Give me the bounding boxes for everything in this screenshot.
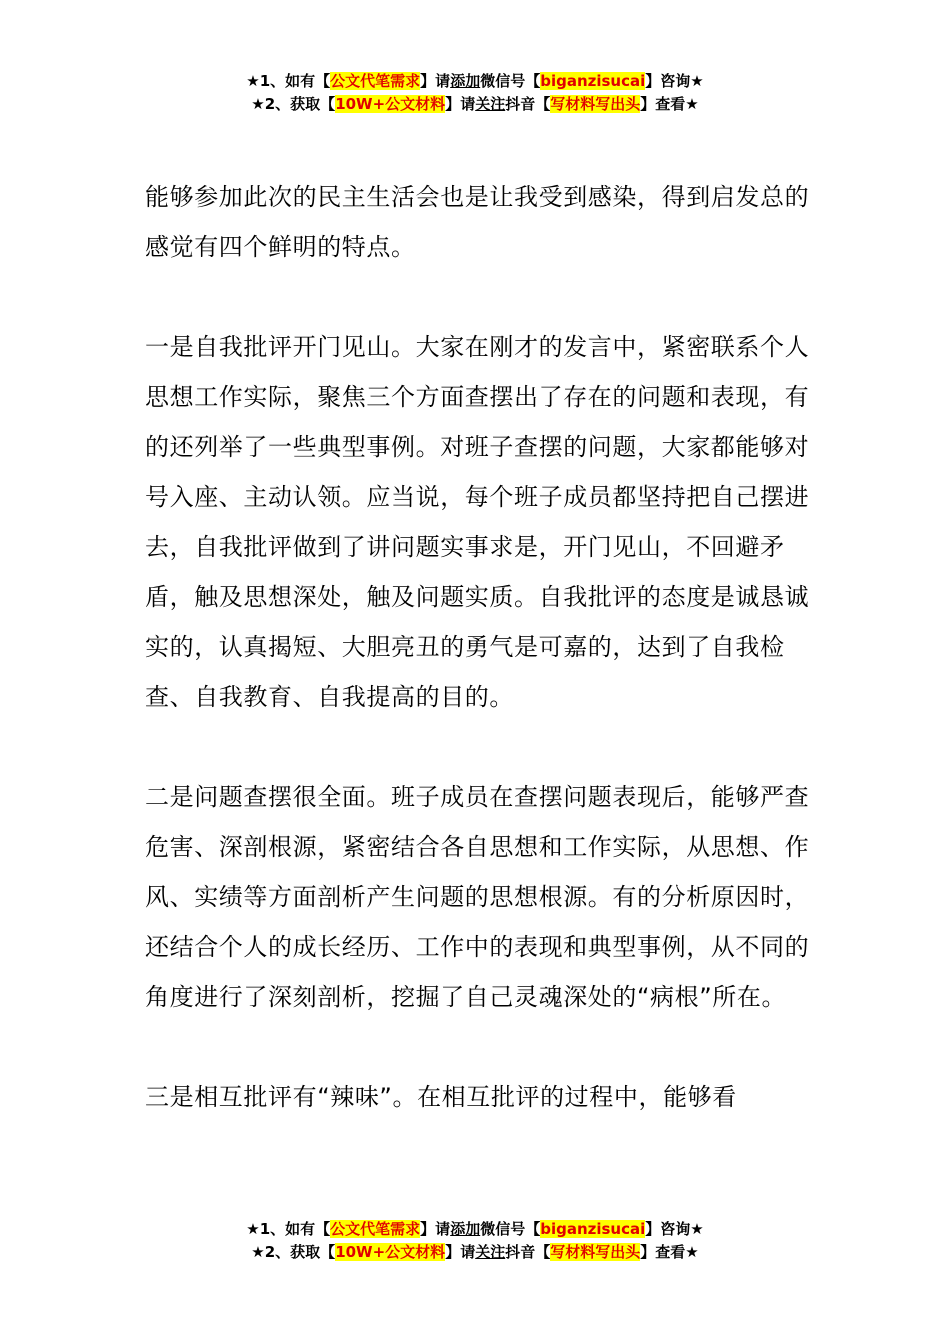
banner-highlight: biganzisucai xyxy=(540,72,646,90)
banner-underlined-text: 添加 xyxy=(450,72,481,90)
banner-text: 】咨询★ xyxy=(645,72,704,90)
footer-banner xyxy=(0,1218,950,1264)
banner-highlight: biganzisucai xyxy=(540,1220,646,1238)
banner-text: 】请 xyxy=(420,1220,451,1238)
banner-underlined-text: 添加 xyxy=(450,1220,481,1238)
banner-text: 】请 xyxy=(445,95,476,113)
banner-text: ★2、获取【 xyxy=(251,1243,336,1261)
banner-line-2 xyxy=(0,1241,950,1264)
banner-text: 】请 xyxy=(420,72,451,90)
banner-text: ★1、如有【 xyxy=(246,1220,331,1238)
banner-line-1 xyxy=(0,70,950,93)
banner-highlight: 10W+公文材料 xyxy=(335,1243,446,1261)
banner-text: 】查看★ xyxy=(640,1243,699,1261)
banner-highlight: 写材料写出头 xyxy=(550,95,641,113)
banner-underlined-text: 关注 xyxy=(475,1243,506,1261)
banner-text: ★1、如有【 xyxy=(246,72,331,90)
paragraph: 三是相互批评有“辣味”。在相互批评的过程中，能够看 xyxy=(145,1083,737,1111)
header-banner xyxy=(0,70,950,116)
banner-text: 微信号【 xyxy=(480,1220,541,1238)
banner-underlined-text: 关注 xyxy=(475,95,506,113)
document-body xyxy=(145,172,810,1172)
paragraph: 能够参加此次的民主生活会也是让我受到感染，得到启发总的感觉有四个鲜明的特点。 xyxy=(145,183,810,261)
banner-text: 抖音【 xyxy=(505,1243,551,1261)
banner-line-2 xyxy=(0,93,950,116)
banner-text: ★2、获取【 xyxy=(251,95,336,113)
banner-text: 微信号【 xyxy=(480,72,541,90)
banner-highlight: 10W+公文材料 xyxy=(335,95,446,113)
banner-text: 抖音【 xyxy=(505,95,551,113)
banner-highlight: 写材料写出头 xyxy=(550,1243,641,1261)
banner-text: 】请 xyxy=(445,1243,476,1261)
banner-line-1 xyxy=(0,1218,950,1241)
paragraph: 二是问题查摆很全面。班子成员在查摆问题表现后，能够严查危害、深剖根源，紧密结合各自思想和工作实际，从思想、作风、实绩等方面剖析产生问题的思想根源。有的分析原因时，还结合个人的成长经历、工作中的表现和典型事例，从不同的角度进行了深刻剖析，挖掘了自己灵魂深处的“病根”所在。 xyxy=(145,783,810,1011)
banner-highlight: 公文代笔需求 xyxy=(330,1220,421,1238)
paragraph: 一是自我批评开门见山。大家在刚才的发言中，紧密联系个人思想工作实际，聚焦三个方面查摆出了存在的问题和表现，有的还列举了一些典型事例。对班子查摆的问题，大家都能够对号入座、主动认领。应当说，每个班子成员都坚持把自己摆进去，自我批评做到了讲问题实事求是，开门见山，不回避矛盾，触及思想深处，触及问题实质。自我批评的态度是诚恳诚实的，认真揭短、大胆亮丑的勇气是可嘉的，达到了自我检查、自我教育、自我提高的目的。 xyxy=(145,333,810,711)
banner-text: 】查看★ xyxy=(640,95,699,113)
banner-highlight: 公文代笔需求 xyxy=(330,72,421,90)
banner-text: 】咨询★ xyxy=(645,1220,704,1238)
